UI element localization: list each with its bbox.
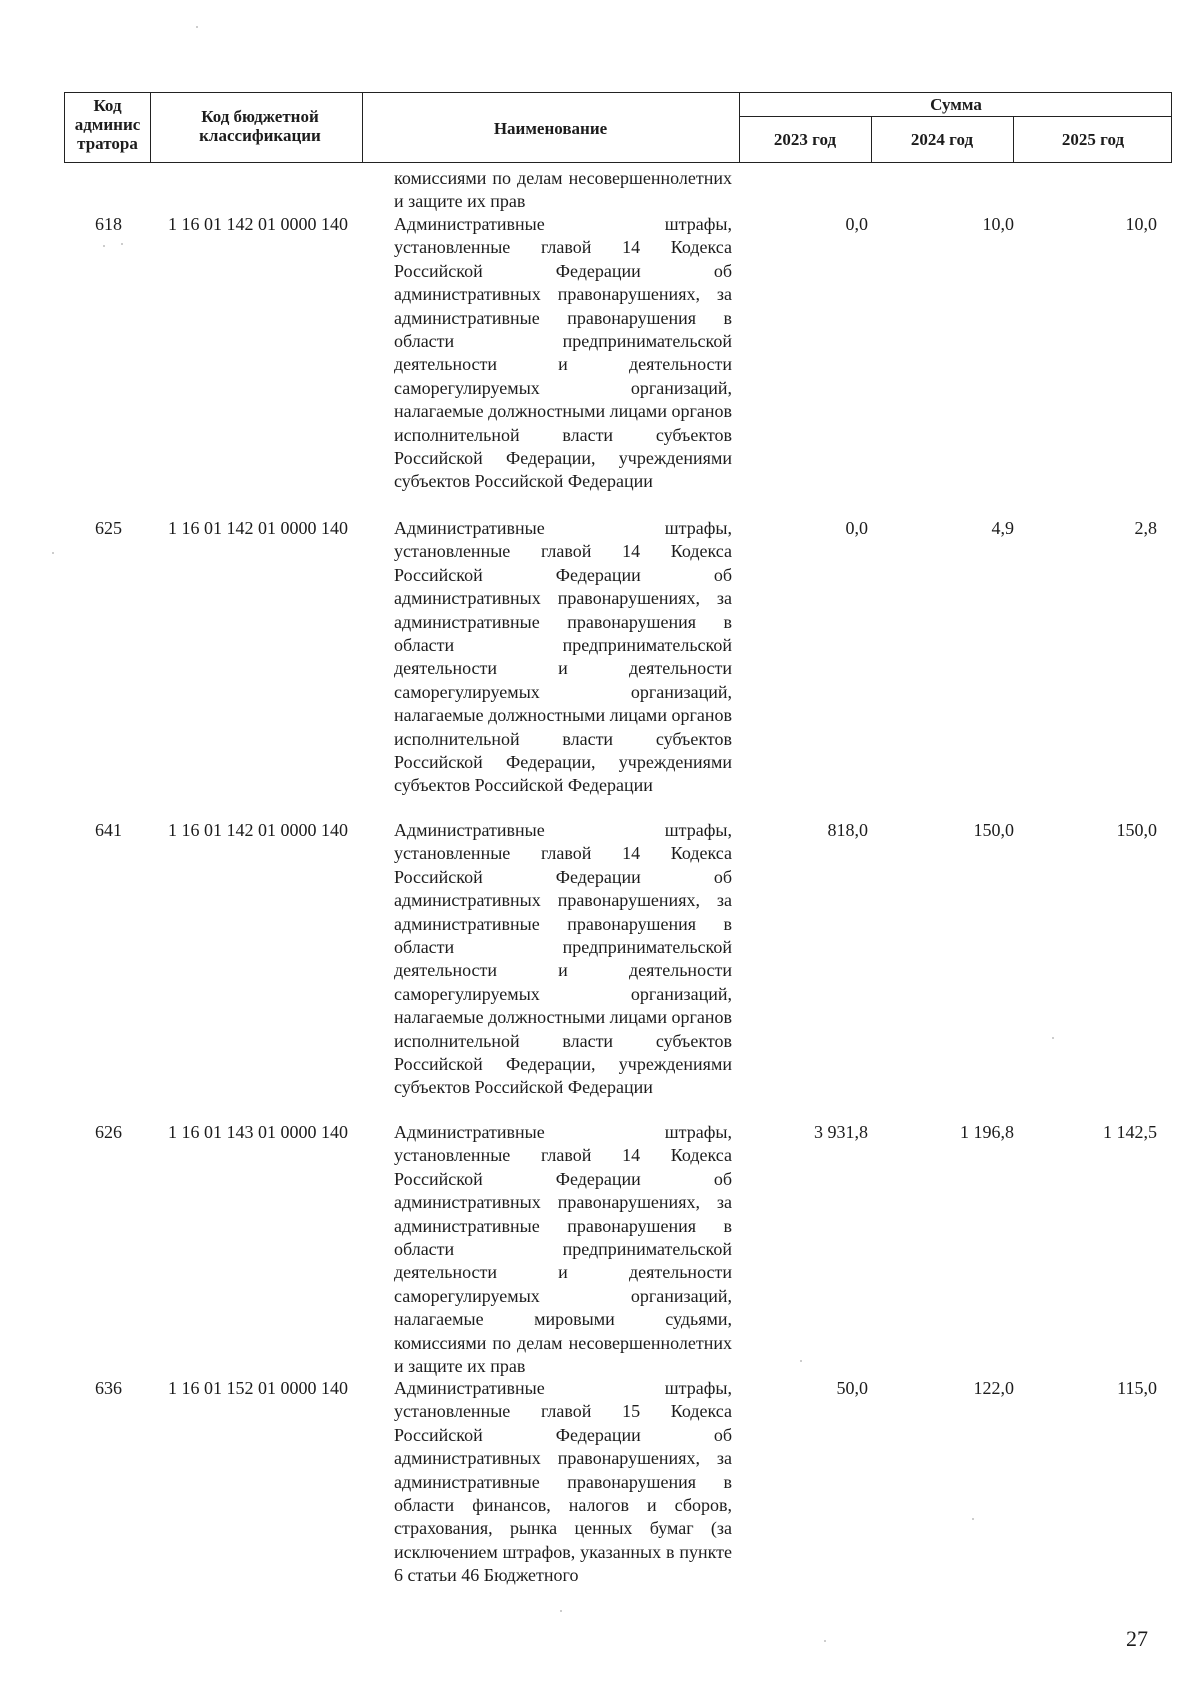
amount-2024: 122,0 <box>973 1378 1014 1398</box>
table-header <box>64 92 1172 163</box>
page-number: 27 <box>1126 1626 1148 1651</box>
amount-2025: 10,0 <box>1125 214 1157 234</box>
kbk-code: 1 16 01 143 01 0000 140 <box>168 1122 348 1142</box>
amount-2024: 150,0 <box>973 820 1014 840</box>
amount-2025: 2,8 <box>1134 518 1157 538</box>
header-admin-code: Код админис тратора <box>74 96 141 153</box>
amount-2023: 3 931,8 <box>814 1122 868 1142</box>
amount-2023: 50,0 <box>836 1378 868 1398</box>
row-name: Административные штрафы, установленные главой 14 Кодекса Российской Федерации об административных правонарушениях, за административные правонарушения в области предпринимательской деятельности и деятельности саморегулируемых организаций, налагаемые должностными лицами органов исполнительной власти субъектов Российской Федерации, учреждениями субъектов Российской Федерации <box>394 518 732 796</box>
header-sum: Сумма <box>930 95 982 114</box>
kbk-code: 1 16 01 152 01 0000 140 <box>168 1378 348 1398</box>
amount-2025: 1 142,5 <box>1103 1122 1157 1142</box>
amount-2025: 150,0 <box>1116 820 1157 840</box>
header-divider <box>739 116 1171 117</box>
amount-2025: 115,0 <box>1117 1378 1157 1398</box>
row-name: Административные штрафы, установленные главой 15 Кодекса Российской Федерации об административных правонарушениях, за административные правонарушения в области финансов, налогов и сборов, страхования, рынка ценных бумаг (за исключением штрафов, указанных в пункте 6 статьи 46 Бюджетного <box>394 1378 732 1586</box>
amount-2024: 1 196,8 <box>960 1122 1014 1142</box>
amount-2023: 818,0 <box>827 820 868 840</box>
amount-2023: 0,0 <box>845 214 868 234</box>
header-year-2024: 2024 год <box>910 130 974 149</box>
header-name: Наименование <box>493 119 608 138</box>
admin-code: 618 <box>95 214 122 234</box>
header-year-2025: 2025 год <box>1061 130 1125 149</box>
kbk-code: 1 16 01 142 01 0000 140 <box>168 518 348 538</box>
row-name: Административные штрафы, установленные главой 14 Кодекса Российской Федерации об административных правонарушениях, за административные правонарушения в области предпринимательской деятельности и деятельности саморегулируемых организаций, налагаемые должностными лицами органов исполнительной власти субъектов Российской Федерации, учреждениями субъектов Российской Федерации <box>394 214 732 492</box>
admin-code: 636 <box>95 1378 122 1398</box>
continuation-text: комиссиями по делам несовершеннолетних и защите их прав <box>394 168 732 212</box>
amount-2023: 0,0 <box>845 518 868 538</box>
header-year-2023: 2023 год <box>773 130 837 149</box>
amount-2024: 4,9 <box>991 518 1014 538</box>
kbk-code: 1 16 01 142 01 0000 140 <box>168 214 348 234</box>
row-name: Административные штрафы, установленные главой 14 Кодекса Российской Федерации об административных правонарушениях, за административные правонарушения в области предпринимательской деятельности и деятельности саморегулируемых организаций, налагаемые мировыми судьями, комиссиями по делам несовершеннолетних и защите их прав <box>394 1122 732 1377</box>
admin-code: 626 <box>95 1122 122 1142</box>
row-name: Административные штрафы, установленные главой 14 Кодекса Российской Федерации об административных правонарушениях, за административные правонарушения в области предпринимательской деятельности и деятельности саморегулируемых организаций, налагаемые должностными лицами органов исполнительной власти субъектов Российской Федерации, учреждениями субъектов Российской Федерации <box>394 820 732 1098</box>
kbk-code: 1 16 01 142 01 0000 140 <box>168 820 348 840</box>
amount-2024: 10,0 <box>982 214 1014 234</box>
admin-code: 625 <box>95 518 122 538</box>
admin-code: 641 <box>95 820 122 840</box>
header-kbk: Код бюджетной классификации <box>199 107 321 145</box>
header-divider <box>150 93 151 162</box>
